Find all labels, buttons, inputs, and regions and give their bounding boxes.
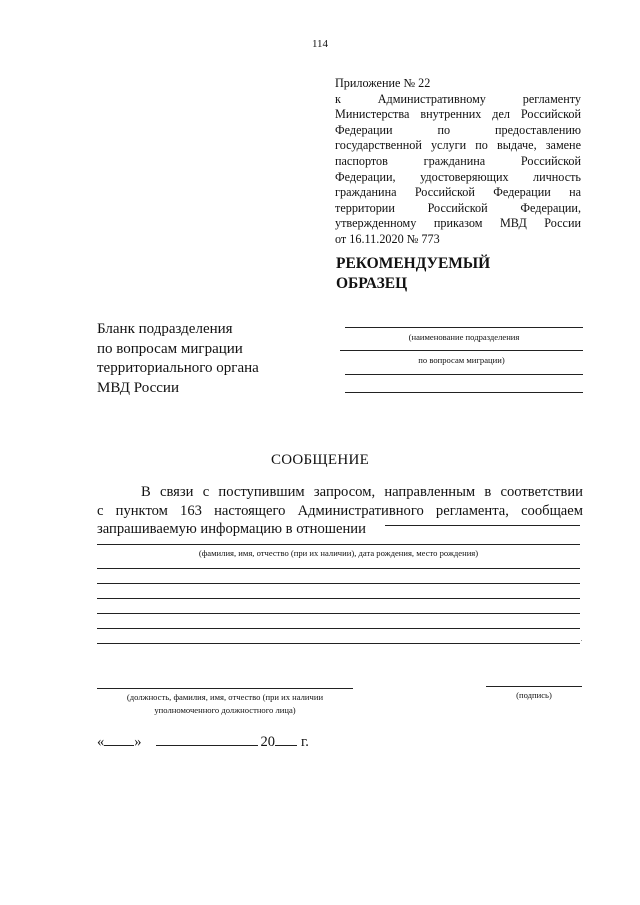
appendix-line: от 16.11.2020 № 773: [335, 231, 440, 246]
year-prefix: 20: [260, 734, 275, 750]
recipient-line[interactable]: [345, 327, 583, 328]
appendix-line: утвержденному приказом МВД России: [335, 216, 581, 231]
recipient-caption: по вопросам миграции): [418, 355, 505, 365]
appendix-line: к Административному регламенту: [335, 91, 581, 106]
person-info-line[interactable]: [97, 643, 580, 644]
recommended-sample-stamp: [336, 254, 490, 294]
person-info-line[interactable]: [97, 628, 580, 629]
recipient-line[interactable]: [340, 350, 583, 351]
person-info-line[interactable]: [97, 544, 580, 545]
day-field[interactable]: [104, 733, 134, 746]
sender-line: по вопросам миграции: [97, 340, 243, 357]
signature-caption: (подпись): [516, 690, 552, 700]
recipient-caption: (наименование подразделения: [408, 332, 520, 342]
person-info-line[interactable]: [97, 598, 580, 599]
official-position-line[interactable]: [97, 688, 353, 689]
person-info-line[interactable]: [97, 583, 580, 584]
message-body: [97, 483, 583, 539]
sender-line: Бланк подразделения: [97, 321, 233, 337]
appendix-line: территории Российской Федерации,: [335, 200, 581, 215]
signature-line[interactable]: [486, 686, 582, 687]
date-open-quote: «: [97, 734, 105, 750]
month-field[interactable]: [156, 733, 258, 746]
appendix-line: паспортов гражданина Российской: [335, 153, 581, 168]
stamp-line: РЕКОМЕНДУЕМЫЙ: [336, 255, 491, 272]
appendix-line: гражданина Российской Федерации на: [335, 185, 581, 200]
sender-line: территориального органа: [97, 360, 259, 376]
date-close-quote: »: [134, 734, 142, 750]
year-suffix: г.: [301, 734, 309, 750]
person-info-line[interactable]: [97, 568, 580, 569]
subject-line[interactable]: [385, 525, 580, 526]
line-end-dot: [581, 640, 582, 641]
year-field[interactable]: [275, 733, 297, 746]
appendix-line: Федерации, удостоверяющих личность: [335, 169, 581, 184]
appendix-header: [335, 76, 581, 248]
person-info-caption: (фамилия, имя, отчество (при их наличии), дата рождения, место рождения): [198, 548, 479, 558]
official-position-caption: (должность, фамилия, имя, отчество (при их наличии: [126, 692, 324, 702]
person-info-line[interactable]: [97, 613, 580, 614]
date-line: [97, 733, 309, 751]
sender-block: [97, 320, 259, 398]
official-position-caption: уполномоченного должностного лица): [154, 705, 296, 715]
page-number: 114: [311, 38, 329, 50]
appendix-line: Министерства внутренних дел Российской: [335, 107, 581, 122]
recipient-line[interactable]: [345, 392, 583, 393]
body-line: В связи с поступившим запросом, направленным в соответствии: [141, 484, 583, 500]
appendix-line: Федерации по предоставлению: [335, 122, 581, 137]
stamp-line: ОБРАЗЕЦ: [336, 275, 408, 292]
appendix-title: Приложение № 22: [335, 76, 431, 90]
document-heading: СООБЩЕНИЕ: [270, 452, 370, 468]
appendix-line: государственной услуги по выдаче, замене: [335, 138, 581, 153]
body-line: с пунктом 163 настоящего Административного регламента, сообщаем: [97, 502, 583, 519]
sender-line: МВД России: [97, 379, 179, 396]
recipient-line[interactable]: [345, 374, 583, 375]
body-line: запрашиваемую информацию в отношении: [97, 521, 366, 537]
